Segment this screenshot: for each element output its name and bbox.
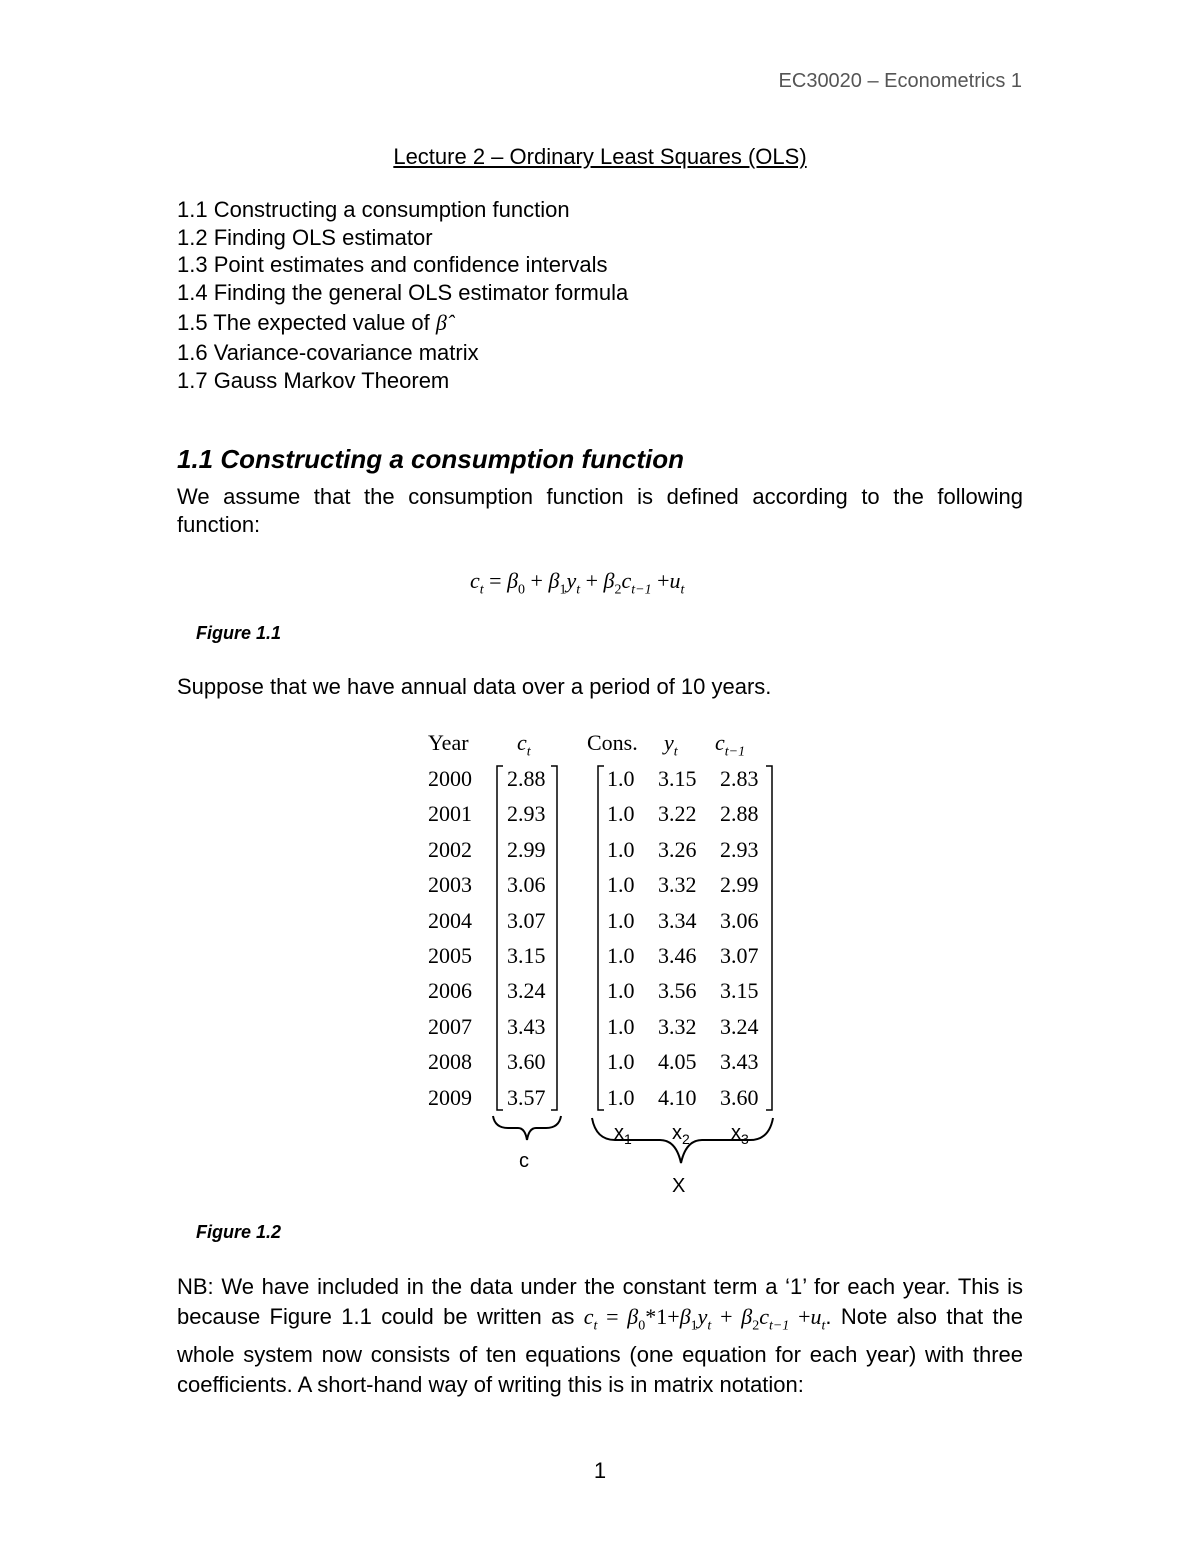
cell-y: 3.32 xyxy=(658,872,697,898)
cell-year: 2000 xyxy=(428,766,472,791)
figure-label: Figure 1.2 xyxy=(196,1222,282,1242)
cell-y: 3.15 xyxy=(658,766,697,791)
nb-paragraph xyxy=(177,1272,1023,1399)
toc-item: 1.6 Variance-covariance matrix xyxy=(177,340,479,365)
toc-item: 1.4 Finding the general OLS estimator formula xyxy=(177,279,629,305)
toc-item-label: 1.5 The expected value of xyxy=(177,310,430,335)
cell-y: 3.22 xyxy=(658,801,697,827)
nb-text: . Note also that the whole system now consists of ten equations (one equation for each year) with three coefficients. A short-hand way of writing this is in matrix notation: xyxy=(177,1303,1024,1397)
data-intro: Suppose that we have annual data over a period of 10 years. xyxy=(177,674,772,699)
cell-y: 3.32 xyxy=(658,1013,697,1039)
cell-c-lag: 2.93 xyxy=(720,836,759,862)
label-x3: $x_3$ xyxy=(731,1122,749,1147)
cell-c: 2.99 xyxy=(507,836,546,862)
cell-c-lag: 3.60 xyxy=(720,1084,759,1110)
cell-constant: 1.0 xyxy=(607,907,635,933)
cell-c-lag: 2.83 xyxy=(720,766,759,791)
cell-c-lag: 2.99 xyxy=(720,872,759,898)
cell-c: 3.07 xyxy=(507,907,546,933)
cell-c-lag: 3.15 xyxy=(720,978,759,1004)
label-c-vector: c xyxy=(519,1150,529,1172)
cell-year: 2003 xyxy=(428,872,472,898)
toc-item: 1.2 Finding OLS estimator xyxy=(177,224,433,250)
cell-constant: 1.0 xyxy=(607,1084,635,1110)
cell-y: 3.26 xyxy=(658,836,697,862)
nb-text: NB: We have included in the data under the constant term a ‘1’ for each year. This is because Figure 1.1 could be written as xyxy=(177,1274,1023,1329)
cell-c: 3.15 xyxy=(507,943,546,968)
section-heading: 1.1 Constructing a consumption function xyxy=(177,444,684,474)
cell-year: 2006 xyxy=(428,978,472,1004)
consumption-equation: $c_t = \beta_0 + \beta_1y_t + \beta_2c_{t-1} +u_t$ xyxy=(470,568,685,598)
cell-year: 2004 xyxy=(428,907,472,933)
cell-constant: 1.0 xyxy=(607,872,635,898)
cell-c: 3.57 xyxy=(507,1084,546,1110)
cell-y: 3.56 xyxy=(658,978,697,1004)
left-bracket xyxy=(497,766,503,1110)
cell-constant: 1.0 xyxy=(607,836,635,862)
left-bracket xyxy=(598,766,604,1110)
cell-c-lag: 3.24 xyxy=(720,1013,759,1039)
cell-y: 4.10 xyxy=(658,1084,697,1110)
cell-year: 2007 xyxy=(428,1013,472,1039)
inline-equation: $c_t = \beta_0*1+\beta_1y_t + \beta_2c_{t-1} +u_t$ xyxy=(583,1303,826,1333)
cell-constant: 1.0 xyxy=(607,766,635,791)
page-number: 1 xyxy=(593,1458,607,1483)
cell-y: 4.05 xyxy=(658,1049,697,1075)
right-bracket xyxy=(766,766,772,1110)
cell-constant: 1.0 xyxy=(607,978,635,1004)
cell-y: 3.34 xyxy=(658,907,697,933)
toc-item: 1.3 Point estimates and confidence intervals xyxy=(177,252,608,277)
intro-paragraph: We assume that the consumption function is defined according to the following function: xyxy=(177,484,1023,537)
cell-constant: 1.0 xyxy=(607,1049,635,1075)
cell-c: 2.88 xyxy=(507,766,546,791)
header-c-lag: $c_{t-1}$ xyxy=(715,730,746,760)
cell-constant: 1.0 xyxy=(607,943,635,968)
cell-c: 3.24 xyxy=(507,978,546,1004)
cell-c: 2.93 xyxy=(507,801,546,827)
running-header: EC30020 – Econometrics 1 xyxy=(778,70,1022,92)
cell-constant: 1.0 xyxy=(607,801,635,827)
beta-hat-symbol: β̂ xyxy=(435,310,447,335)
cell-c: 3.43 xyxy=(507,1013,546,1039)
cell-year: 2005 xyxy=(428,943,472,968)
cell-y: 3.46 xyxy=(658,943,697,968)
label-x-matrix: X xyxy=(672,1175,686,1197)
header-c: $c_t$ xyxy=(517,730,531,760)
cell-year: 2009 xyxy=(428,1084,472,1110)
cell-c-lag: 2.88 xyxy=(720,801,759,827)
toc-item: 1.1 Constructing a consumption function xyxy=(177,197,570,222)
toc-item: 1.7 Gauss Markov Theorem xyxy=(177,367,450,393)
cell-c-lag: 3.06 xyxy=(720,907,759,933)
page-title: Lecture 2 – Ordinary Least Squares (OLS) xyxy=(393,144,807,169)
label-x2: $x_2$ xyxy=(672,1122,690,1147)
header-constant: Cons. xyxy=(587,730,638,755)
cell-c: 3.06 xyxy=(507,872,546,898)
cell-c-lag: 3.43 xyxy=(720,1049,759,1075)
header-y: $y_t$ xyxy=(664,730,678,760)
cell-c: 3.60 xyxy=(507,1049,546,1075)
figure-label: Figure 1.1 xyxy=(196,623,282,643)
cell-year: 2002 xyxy=(428,836,472,862)
cell-c-lag: 3.07 xyxy=(720,943,759,968)
header-year: Year xyxy=(428,730,469,755)
cell-year: 2008 xyxy=(428,1049,472,1075)
cell-year: 2001 xyxy=(428,801,472,827)
label-x1: $x_1$ xyxy=(614,1122,632,1147)
brace-c xyxy=(493,1116,561,1140)
cell-constant: 1.0 xyxy=(607,1013,635,1039)
right-bracket xyxy=(551,766,557,1110)
